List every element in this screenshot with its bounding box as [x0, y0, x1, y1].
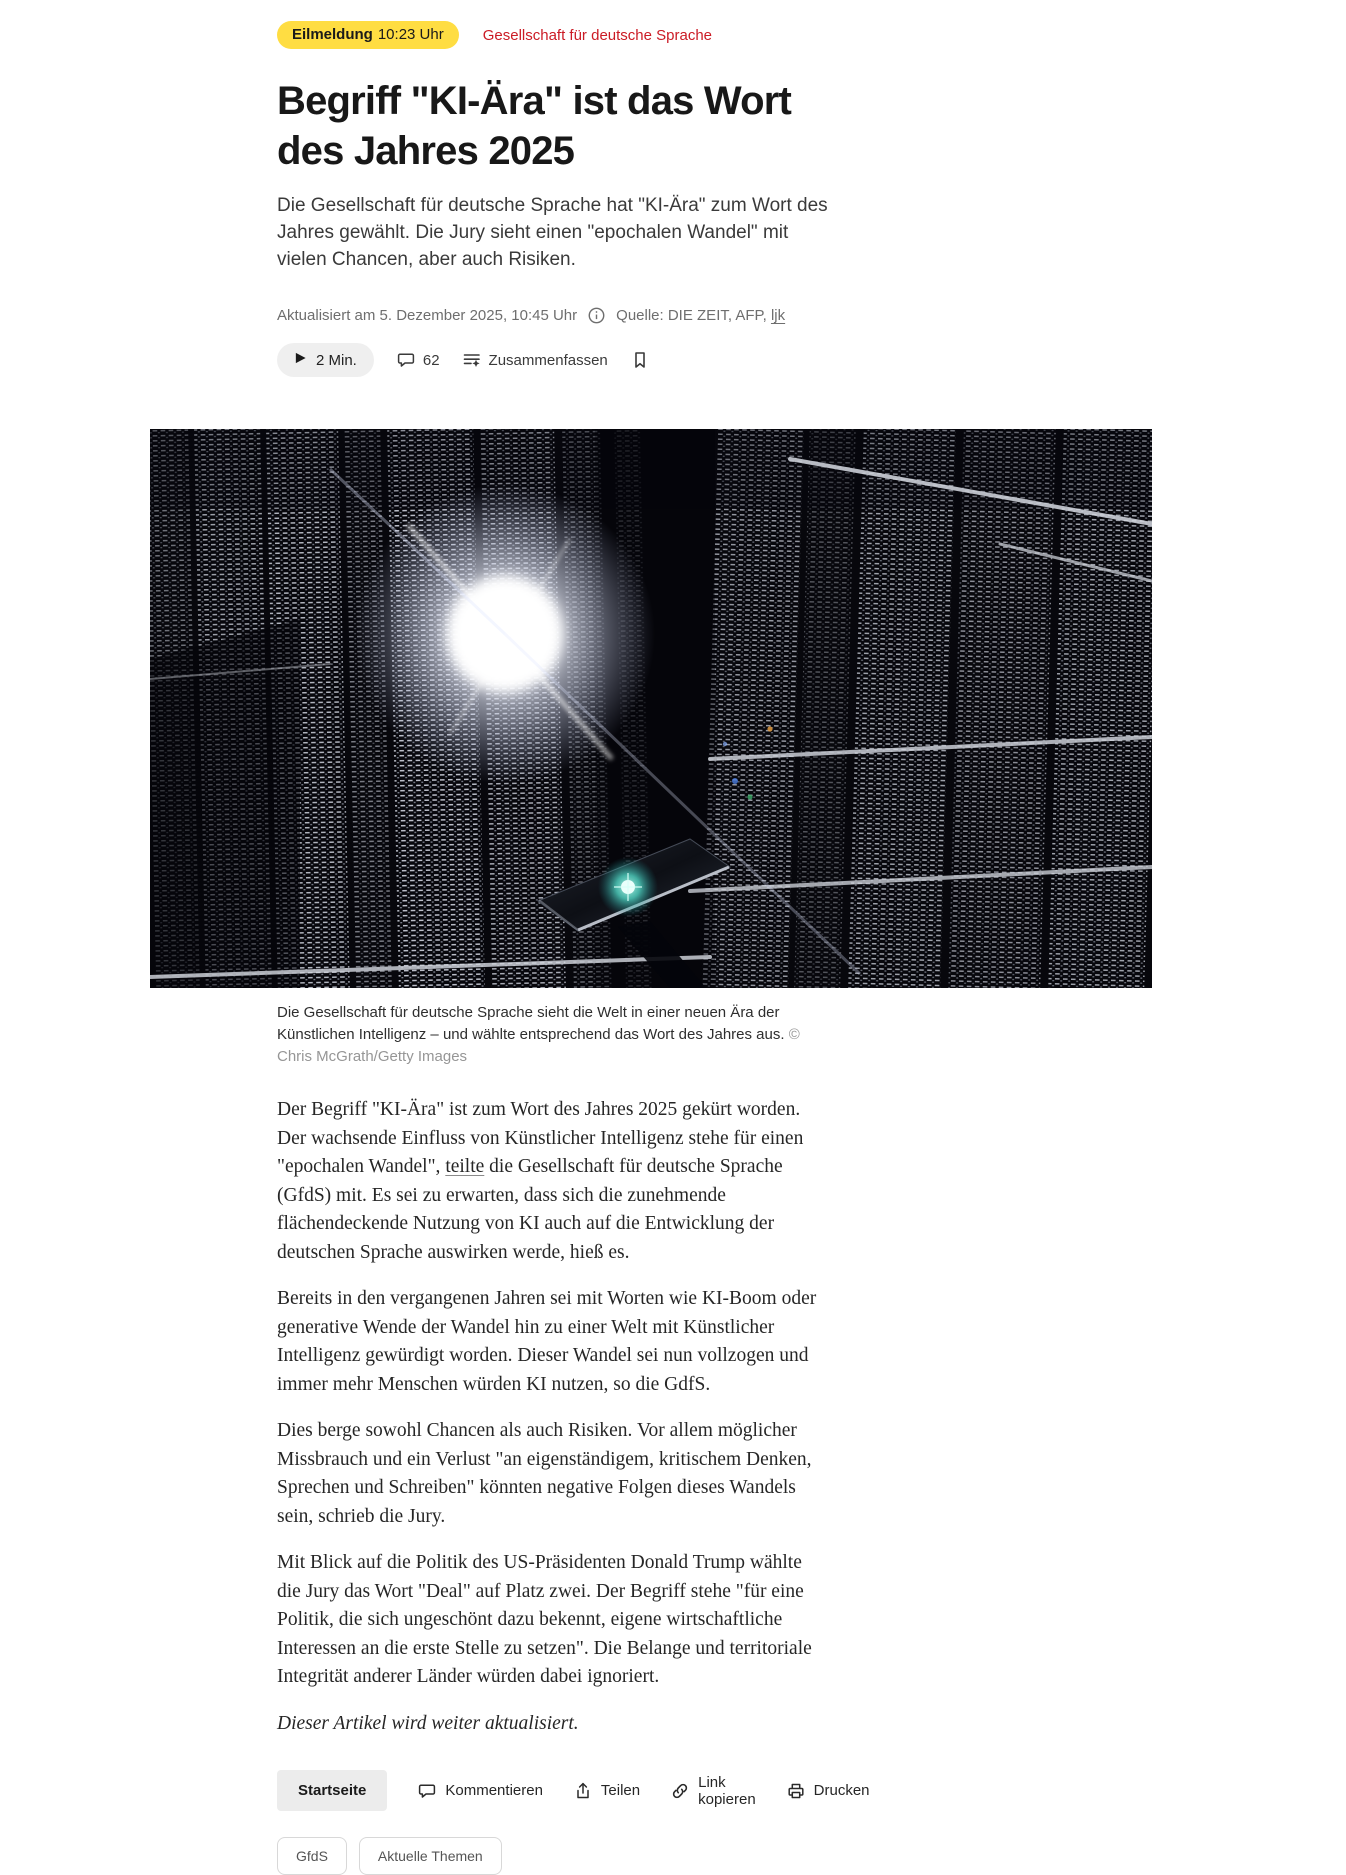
play-icon — [294, 351, 307, 369]
source-text: Quelle: DIE ZEIT, AFP, — [616, 307, 767, 324]
comments-button[interactable] — [396, 350, 440, 370]
page-title: Begriff "KI-Ära" ist das Wort des Jahres 2025 — [277, 79, 792, 173]
info-icon[interactable] — [587, 306, 606, 325]
badge-label: Eilmeldung — [292, 26, 373, 43]
comment-count: 62 — [422, 351, 440, 369]
bookmark-icon — [630, 350, 650, 370]
copy-link-label: Link kopieren — [698, 1773, 756, 1808]
source-line — [616, 307, 785, 324]
image-credit: © Chris McGrath/Getty Images — [277, 1026, 800, 1065]
hero-image — [150, 429, 1152, 988]
summarize-label: Zusammenfassen — [488, 351, 608, 369]
paragraph-1 — [277, 1096, 830, 1267]
paragraph-4: Mit Blick auf die Politik des US-Präsidenten Donald Trump wählte die Jury das Wort "Deal" auf Platz zwei. Der Begriff stehe "für eine Politik, die sich ungeschönt dazu bekennt, eigene wirtschaftliche Interessen an die erste Stelle zu setzen". Die Belange und territoriale Integrität anderer Länder würden dabei ignoriert. — [277, 1552, 812, 1687]
printer-icon — [786, 1781, 806, 1801]
image-caption — [277, 1002, 830, 1068]
caption-text: Die Gesellschaft für deutsche Sprache sieht die Welt in einer neuen Ära der Künstlichen Intelligenz – und wählte entsprechend das Wort des Jahres aus. — [277, 1004, 785, 1043]
share-icon — [573, 1781, 593, 1801]
print-action[interactable] — [786, 1781, 870, 1801]
link-icon — [670, 1781, 690, 1801]
share-action-label: Teilen — [600, 1782, 641, 1799]
kicker-row — [277, 20, 830, 50]
badge-time: 10:23 Uhr — [377, 26, 444, 43]
copy-link-action[interactable] — [670, 1774, 756, 1808]
tag-gfds[interactable]: GfdS — [277, 1837, 347, 1875]
breaking-news-badge — [277, 21, 459, 49]
meta-row — [277, 306, 830, 325]
article-subtitle: Die Gesellschaft für deutsche Sprache hat "KI-Ära" zum Wort des Jahres gewählt. Die Jury sieht einen "epochalen Wandel" mit vielen Chancen, aber auch Risiken. — [277, 195, 828, 270]
update-note: Dieser Artikel wird weiter aktualisiert. — [277, 1712, 579, 1734]
paragraph-2: Bereits in den vergangenen Jahren sei mit Worten wie KI-Boom oder generative Wende der Wandel hin zu einer Welt mit Künstlicher Intelligenz gewürdigt worden. Dieser Wandel sei nun vollzogen und immer mehr Menschen würden KI nutzen, so die GdfS. — [277, 1288, 817, 1395]
action-bar — [277, 1770, 870, 1811]
summarize-button[interactable] — [462, 350, 608, 370]
bookmark-button[interactable] — [630, 350, 650, 370]
paragraph-1-text-after: die Gesellschaft für deutsche Sprache (GfdS) mit. Es sei zu erwarten, dass sich die zunehmende flächendeckende Nutzung von KI auch auf die Entwicklung der deutschen Sprache auswirken werde, hieß es. — [277, 1156, 783, 1263]
article-toolbar — [277, 343, 830, 377]
article-body — [277, 1096, 830, 1738]
comment-action[interactable] — [417, 1781, 543, 1801]
tag-list — [277, 1837, 830, 1875]
paragraph-1-text: Der Begriff "KI-Ära" ist zum Wort des Jahres 2025 gekürt worden. Der wachsende Einfluss von Künstlicher Intelligenz stehe für einen "epochalen Wandel", — [277, 1099, 804, 1177]
teilte-link[interactable]: teilte — [445, 1156, 485, 1177]
tag-aktuelle-themen[interactable]: Aktuelle Themen — [359, 1837, 502, 1875]
paragraph-3: Dies berge sowohl Chancen als auch Risiken. Vor allem möglicher Missbrauch und ein Verlust "an eigenständigem, kritischem Denken, Sprechen und Schreiben" könnten negative Folgen dieses Wandels sein, schrieb die Jury. — [277, 1420, 812, 1527]
topic-link[interactable]: Gesellschaft für deutsche Sprache — [482, 26, 713, 44]
updated-timestamp: Aktualisiert am 5. Dezember 2025, 10:45 Uhr — [277, 307, 578, 324]
listen-button[interactable] — [277, 343, 374, 377]
author-link[interactable]: ljk — [770, 307, 786, 324]
summarize-icon — [462, 350, 482, 370]
home-button[interactable]: Startseite — [277, 1770, 387, 1811]
share-action[interactable] — [573, 1781, 640, 1801]
read-time-label: 2 Min. — [316, 351, 357, 369]
hero-image-art — [150, 429, 1152, 988]
article-page — [277, 0, 870, 1875]
print-action-label: Drucken — [813, 1782, 870, 1799]
comment-bubble-icon — [396, 350, 416, 370]
comment-bubble-icon — [417, 1781, 437, 1801]
comment-action-label: Kommentieren — [445, 1782, 543, 1799]
